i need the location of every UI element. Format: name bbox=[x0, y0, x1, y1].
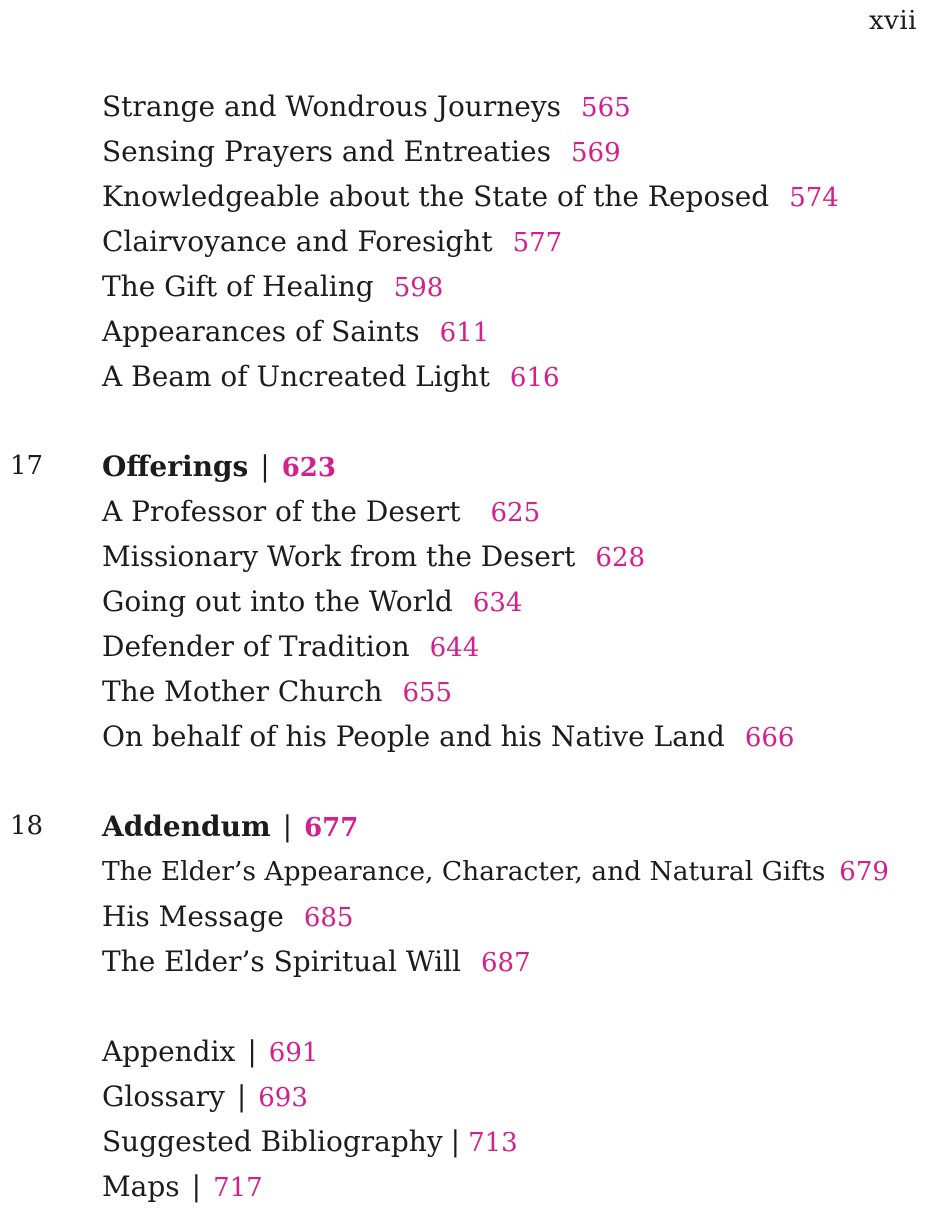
entry-title: Defender of Tradition bbox=[102, 630, 410, 663]
chapter-heading-18[interactable] bbox=[0, 804, 947, 849]
toc-entry[interactable] bbox=[0, 219, 947, 264]
entry-title: The Mother Church bbox=[102, 675, 383, 708]
entry-title: Maps bbox=[102, 1170, 180, 1203]
chapter-page-number: 623 bbox=[281, 453, 336, 483]
entry-title: On behalf of his People and his Native Land bbox=[102, 720, 725, 753]
toc-entry[interactable] bbox=[0, 84, 947, 129]
toc-backmatter-entry[interactable] bbox=[0, 1029, 947, 1074]
chapter-page-number: 677 bbox=[304, 813, 359, 843]
entry-page-number: 691 bbox=[268, 1038, 319, 1068]
entry-page-number: 577 bbox=[512, 228, 563, 258]
section-gap bbox=[0, 759, 947, 804]
entry-title: Knowledgeable about the State of the Reposed bbox=[102, 180, 770, 213]
entry-title: The Gift of Healing bbox=[102, 270, 374, 303]
entry-page-number: 611 bbox=[439, 318, 490, 348]
toc-entry[interactable] bbox=[0, 849, 947, 894]
entry-page-number: 634 bbox=[472, 588, 523, 618]
chapter-separator: | bbox=[282, 810, 293, 843]
entry-page-number: 625 bbox=[490, 498, 541, 528]
entry-title: Suggested Bibliography bbox=[102, 1125, 443, 1158]
entry-page-number: 679 bbox=[839, 857, 889, 887]
entry-title: Clairvoyance and Foresight bbox=[102, 225, 493, 258]
toc-entry[interactable] bbox=[0, 894, 947, 939]
entry-page-number: 616 bbox=[509, 363, 560, 393]
entry-title: Strange and Wondrous Journeys bbox=[102, 90, 562, 123]
entry-separator: | bbox=[191, 1170, 202, 1203]
entry-page-number: 655 bbox=[402, 678, 453, 708]
entry-separator: | bbox=[247, 1035, 257, 1068]
entry-page-number: 713 bbox=[468, 1128, 518, 1158]
chapter-number: 18 bbox=[10, 811, 44, 841]
entry-title: Appearances of Saints bbox=[102, 315, 420, 348]
section-gap bbox=[0, 984, 947, 1029]
toc-entry[interactable] bbox=[0, 534, 947, 579]
toc-entry[interactable] bbox=[0, 309, 947, 354]
toc-backmatter-entry[interactable] bbox=[0, 1074, 947, 1119]
toc-backmatter-entry[interactable] bbox=[0, 1119, 947, 1164]
entry-title: The Elder’s Appearance, Character, and Natural Gifts bbox=[102, 856, 826, 887]
toc-entry[interactable] bbox=[0, 174, 947, 219]
toc-backmatter-entry[interactable] bbox=[0, 1164, 947, 1209]
toc-entry[interactable] bbox=[0, 714, 947, 759]
toc-entry[interactable] bbox=[0, 939, 947, 984]
chapter-heading-17[interactable] bbox=[0, 444, 947, 489]
chapter-separator: | bbox=[260, 450, 270, 483]
toc-entry[interactable] bbox=[0, 579, 947, 624]
entry-page-number: 574 bbox=[789, 183, 839, 213]
entry-title: Missionary Work from the Desert bbox=[102, 540, 576, 573]
entry-title: The Elder’s Spiritual Will bbox=[102, 945, 462, 978]
table-of-contents bbox=[0, 84, 947, 1209]
entry-page-number: 693 bbox=[258, 1083, 308, 1113]
toc-entry[interactable] bbox=[0, 669, 947, 714]
entry-page-number: 569 bbox=[571, 138, 621, 168]
toc-entry[interactable] bbox=[0, 264, 947, 309]
chapter-title: Offerings bbox=[102, 450, 249, 483]
entry-page-number: 685 bbox=[303, 903, 354, 933]
entry-page-number: 717 bbox=[213, 1173, 263, 1203]
chapter-number: 17 bbox=[10, 451, 44, 481]
entry-page-number: 598 bbox=[393, 273, 444, 303]
entry-title: His Message bbox=[102, 900, 284, 933]
entry-title: Going out into the World bbox=[102, 585, 453, 618]
entry-title: A Professor of the Desert bbox=[102, 495, 461, 528]
entry-separator: | bbox=[236, 1080, 247, 1113]
entry-title: Glossary bbox=[102, 1080, 225, 1113]
entry-page-number: 666 bbox=[744, 723, 795, 753]
toc-entry[interactable] bbox=[0, 624, 947, 669]
toc-entry[interactable] bbox=[0, 354, 947, 399]
toc-entry[interactable] bbox=[0, 489, 947, 534]
toc-entry[interactable] bbox=[0, 129, 947, 174]
page-folio: xvii bbox=[869, 6, 917, 36]
section-gap bbox=[0, 399, 947, 444]
entry-separator: | bbox=[450, 1125, 461, 1158]
entry-page-number: 565 bbox=[581, 93, 631, 123]
entry-page-number: 687 bbox=[481, 948, 531, 978]
chapter-title: Addendum bbox=[102, 810, 271, 843]
entry-page-number: 628 bbox=[595, 543, 646, 573]
entry-title: A Beam of Uncreated Light bbox=[102, 360, 490, 393]
entry-title: Sensing Prayers and Entreaties bbox=[102, 135, 551, 168]
entry-page-number: 644 bbox=[429, 633, 480, 663]
entry-title: Appendix bbox=[102, 1035, 236, 1068]
